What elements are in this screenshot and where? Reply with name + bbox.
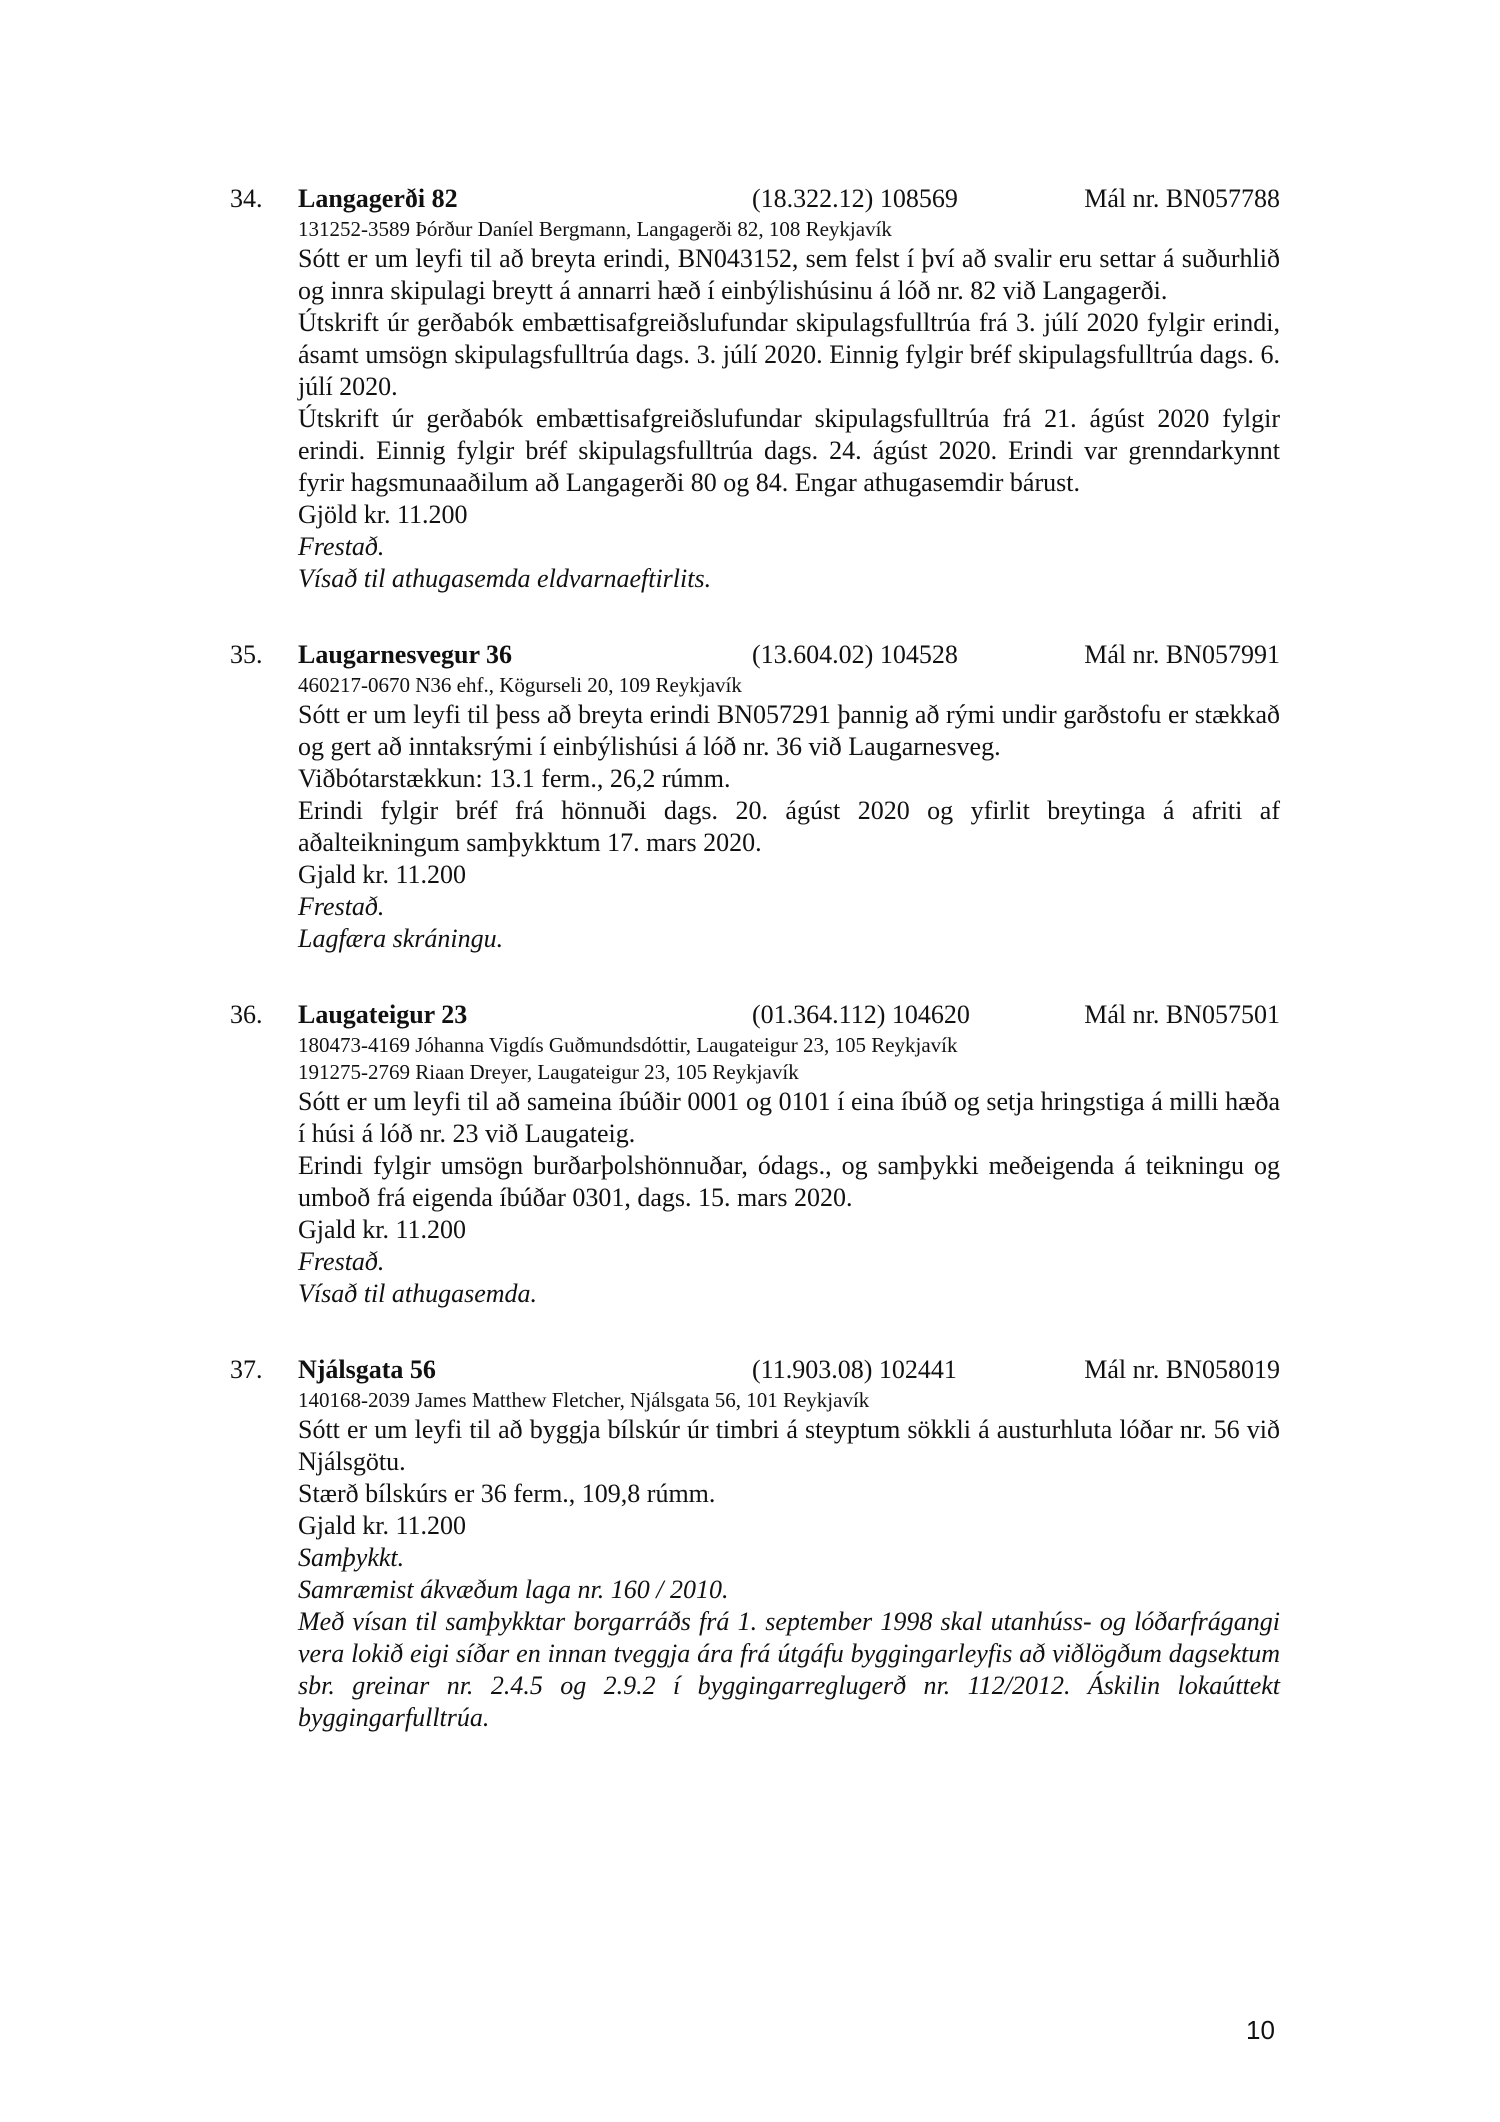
entry-body xyxy=(298,1032,1280,1310)
case-entry xyxy=(230,638,1280,955)
case-entry xyxy=(230,1353,1280,1734)
decision-note: Vísað til athugasemda eldvarnaeftirlits. xyxy=(298,564,712,593)
decision: Frestað. xyxy=(298,892,385,921)
applicant: 191275-2769 Riaan Dreyer, Laugateigur 23, 105 Reykjavík xyxy=(298,1060,799,1084)
paragraph: Erindi fylgir bréf frá hönnuði dags. 20. ágúst 2020 og yfirlit breytinga á afriti af aðalteikningum samþykktum 17. mars 2020. xyxy=(298,796,1280,857)
entry-case-number: Mál nr. BN057991 xyxy=(1084,640,1280,669)
entry-header xyxy=(230,1353,1280,1387)
decision: Samþykkt. xyxy=(298,1543,405,1572)
applicant: 180473-4169 Jóhanna Vigdís Guðmundsdóttir, Laugateigur 23, 105 Reykjavík xyxy=(298,1033,958,1057)
decision-note: Vísað til athugasemda. xyxy=(298,1279,538,1308)
decision-note: Lagfæra skráningu. xyxy=(298,924,504,953)
entry-header xyxy=(230,182,1280,216)
entry-reference: (11.903.08) 102441 xyxy=(752,1355,957,1384)
entry-reference: (18.322.12) 108569 xyxy=(752,184,958,213)
entry-address: Langagerði 82 xyxy=(298,184,458,213)
applicant: 460217-0670 N36 ehf., Kögurseli 20, 109 Reykjavík xyxy=(298,673,742,697)
paragraph: Útskrift úr gerðabók embættisafgreiðslufundar skipulagsfulltrúa frá 3. júlí 2020 fylgir erindi, ásamt umsögn skipulagsfulltrúa dags. 3. júlí 2020. Einnig fylgir bréf skipulagsfulltrúa dags. 6. júlí 2020. xyxy=(298,308,1280,401)
paragraph: Sótt er um leyfi til að sameina íbúðir 0001 og 0101 í eina íbúð og setja hringstiga á milli hæða í húsi á lóð nr. 23 við Laugateig. xyxy=(298,1087,1280,1148)
fee: Gjald kr. 11.200 xyxy=(298,1215,467,1244)
entry-number: 37. xyxy=(230,1355,263,1384)
paragraph: Sótt er um leyfi til að byggja bílskúr úr timbri á steyptum sökkli á austurhluta lóðar nr. 56 við Njálsgötu. xyxy=(298,1415,1280,1476)
decision-note: Samræmist ákvæðum laga nr. 160 / 2010. xyxy=(298,1575,729,1604)
entry-address: Laugateigur 23 xyxy=(298,1000,468,1029)
entry-case-number: Mál nr. BN057501 xyxy=(1084,1000,1280,1029)
entry-case-number: Mál nr. BN057788 xyxy=(1084,184,1280,213)
entry-body xyxy=(298,216,1280,595)
case-entry xyxy=(230,998,1280,1310)
paragraph: Viðbótarstækkun: 13.1 ferm., 26,2 rúmm. xyxy=(298,764,731,793)
decision: Frestað. xyxy=(298,1247,385,1276)
case-entry xyxy=(230,182,1280,595)
entry-header xyxy=(230,638,1280,672)
entry-case-number: Mál nr. BN058019 xyxy=(1084,1355,1280,1384)
entry-number: 36. xyxy=(230,1000,263,1029)
applicant: 140168-2039 James Matthew Fletcher, Njálsgata 56, 101 Reykjavík xyxy=(298,1388,870,1412)
paragraph: Útskrift úr gerðabók embættisafgreiðslufundar skipulagsfulltrúa frá 21. ágúst 2020 fylgir erindi. Einnig fylgir bréf skipulagsfulltrúa dags. 24. ágúst 2020. Erindi var grenndarkynnt fyrir hagsmunaaðilum að Langagerði 80 og 84. Engar athugasemdir bárust. xyxy=(298,404,1280,497)
entry-address: Njálsgata 56 xyxy=(298,1355,436,1384)
fee: Gjald kr. 11.200 xyxy=(298,860,467,889)
page-number: 10 xyxy=(1246,2015,1275,2045)
decision: Frestað. xyxy=(298,532,385,561)
applicant: 131252-3589 Þórður Daníel Bergmann, Langagerði 82, 108 Reykjavík xyxy=(298,217,892,241)
paragraph: Sótt er um leyfi til að breyta erindi, BN043152, sem felst í því að svalir eru settar á suðurhlið og innra skipulagi breytt á annarri hæð í einbýlishúsinu á lóð nr. 82 við Langagerði. xyxy=(298,244,1280,305)
entry-number: 34. xyxy=(230,184,263,213)
entry-reference: (13.604.02) 104528 xyxy=(752,640,958,669)
entry-number: 35. xyxy=(230,640,263,669)
document-body xyxy=(230,182,1280,1777)
entry-reference: (01.364.112) 104620 xyxy=(752,1000,970,1029)
entry-body xyxy=(298,672,1280,955)
decision-note: Með vísan til samþykktar borgarráðs frá 1. september 1998 skal utanhúss- og lóðarfrágangi vera lokið eigi síðar en innan tveggja ára frá útgáfu byggingarleyfis að viðlögðum dagsektum sbr. greinar nr. 2.4.5 og 2.9.2 í byggingarreglugerð nr. 112/2012. Áskilin lokaúttekt byggingarfulltrúa. xyxy=(298,1607,1280,1732)
paragraph: Erindi fylgir umsögn burðarþolshönnuðar, ódags., og samþykki meðeigenda á teikningu og umboð frá eigenda íbúðar 0301, dags. 15. mars 2020. xyxy=(298,1151,1280,1212)
paragraph: Stærð bílskúrs er 36 ferm., 109,8 rúmm. xyxy=(298,1479,716,1508)
entry-body xyxy=(298,1387,1280,1734)
paragraph: Sótt er um leyfi til þess að breyta erindi BN057291 þannig að rými undir garðstofu er stækkað og gert að inntaksrými í einbýlishúsi á lóð nr. 36 við Laugarnesveg. xyxy=(298,700,1280,761)
fee: Gjald kr. 11.200 xyxy=(298,1511,467,1540)
entry-address: Laugarnesvegur 36 xyxy=(298,640,513,669)
fee: Gjöld kr. 11.200 xyxy=(298,500,468,529)
entry-header xyxy=(230,998,1280,1032)
